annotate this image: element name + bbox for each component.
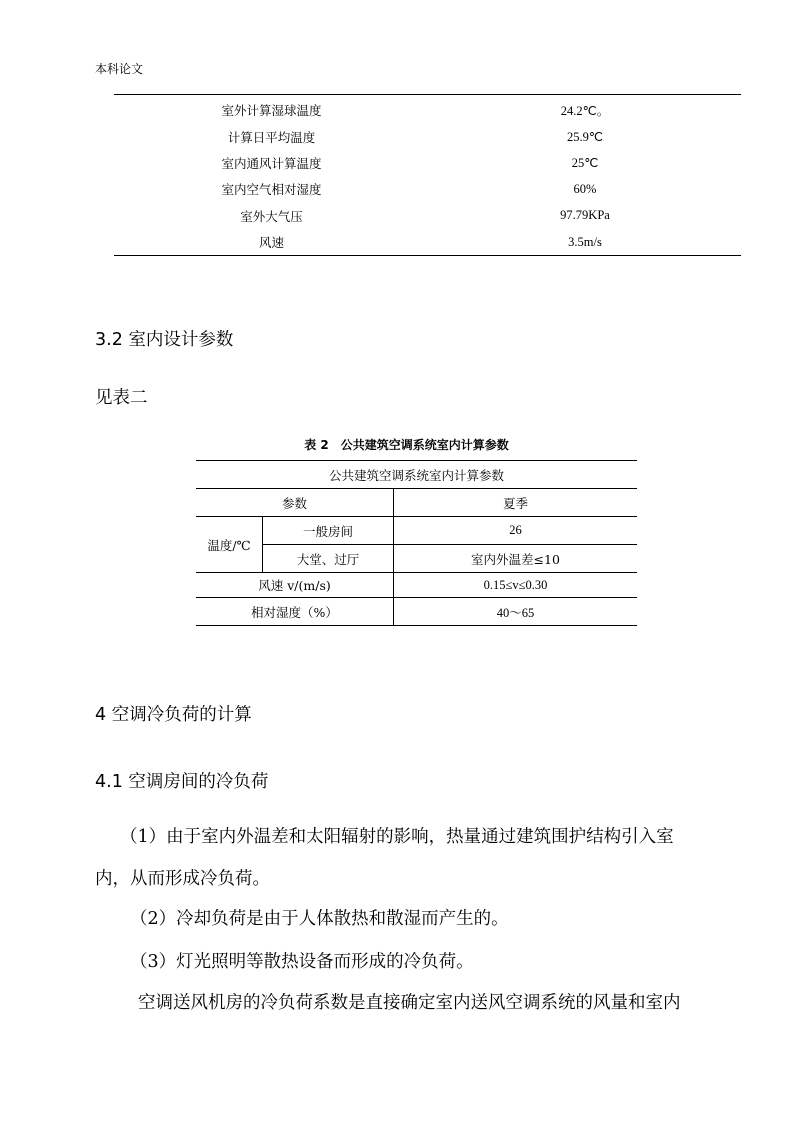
- paragraph-line: （3）灯光照明等散热设备而形成的冷负荷。: [130, 952, 474, 972]
- temperature-value-cell: 26: [394, 517, 638, 545]
- paragraph-line: （2）冷却负荷是由于人体散热和散湿而产生的。: [130, 909, 509, 929]
- section-heading-4-1: 4.1 空调房间的冷负荷: [95, 772, 269, 792]
- table-row: [114, 176, 741, 202]
- param-value: 3.5m/s: [568, 234, 602, 249]
- param-name: 室内通风计算温度: [221, 155, 322, 171]
- header-label: 本科论文: [95, 62, 144, 76]
- temperature-value-cell: 室内外温差≤10: [394, 545, 638, 573]
- paragraph-line: 空调送风机房的冷负荷系数是直接确定室内送风空调系统的风量和室内: [138, 993, 681, 1013]
- param-value: 25.9℃: [567, 129, 603, 144]
- continued-parameter-table: [114, 94, 741, 256]
- table-row: [114, 203, 741, 229]
- param-value: 25℃: [571, 155, 599, 170]
- humidity-value-cell: 40～65: [394, 598, 638, 626]
- temperature-label-cell: 温度/℃: [196, 517, 263, 573]
- table-row: [114, 150, 741, 176]
- indoor-parameter-table: [196, 460, 637, 626]
- section-heading-3-2: 3.2 室内设计参数: [95, 330, 234, 350]
- param-name: 室内空气相对湿度: [221, 182, 322, 198]
- param-value: 60%: [573, 181, 597, 196]
- room-type-cell: 一般房间: [263, 517, 394, 545]
- table-row: [114, 97, 741, 123]
- table-row: [114, 229, 741, 255]
- section-heading-4: 4 空调冷负荷的计算: [95, 705, 252, 725]
- table-title-cell: 公共建筑空调系统室内计算参数: [196, 461, 637, 489]
- wind-speed-label-cell: 风速 v/(m/s): [196, 573, 394, 598]
- wind-speed-value-cell: 0.15≤v≤0.30: [394, 573, 638, 598]
- param-name: 室外计算湿球温度: [221, 103, 322, 119]
- column-header-param: 参数: [196, 489, 394, 517]
- humidity-label-cell: 相对湿度（%）: [196, 598, 394, 626]
- param-name: 计算日平均温度: [227, 129, 316, 145]
- paragraph-line: （1）由于室内外温差和太阳辐射的影响，热量通过建筑围护结构引入室: [120, 827, 674, 847]
- table-row: [114, 123, 741, 149]
- param-value: 24.2℃。: [560, 104, 610, 119]
- paragraph-line: 内，从而形成冷负荷。: [95, 869, 270, 889]
- room-type-cell: 大堂、过厅: [263, 545, 394, 573]
- param-name: 室外大气压: [240, 208, 303, 224]
- table-reference-text: 见表二: [95, 388, 148, 408]
- table-caption: 表 2 公共建筑空调系统室内计算参数: [304, 438, 509, 452]
- param-name: 风速: [258, 235, 284, 251]
- param-value: 97.79KPa: [560, 208, 610, 223]
- column-header-summer: 夏季: [394, 489, 638, 517]
